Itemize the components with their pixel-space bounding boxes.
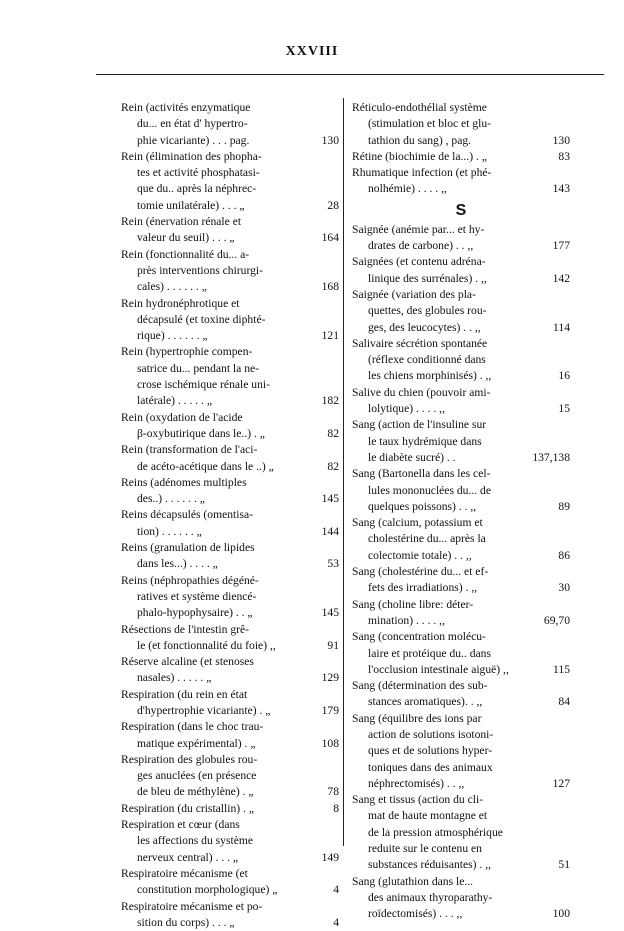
index-entry-text: Respiratoire mécanisme (et: [121, 866, 248, 880]
index-entry-text: Réticulo-endothélial système: [352, 101, 487, 114]
index-entry-text: Salivaire sécrétion spontanée: [352, 336, 488, 350]
index-entry-text: Respiratoire mécanisme et po-: [121, 899, 263, 913]
index-entry-line: [352, 450, 570, 466]
index-entry: [121, 100, 339, 149]
index-entry-text: phie vicariante) . . . pag.: [137, 133, 250, 147]
index-entry-text: que du.. après la néphrec-: [137, 182, 257, 196]
index-entry: [352, 564, 570, 597]
index-entry-text: nolhémie) . . . . ,,: [368, 182, 447, 196]
index-entry-line: [352, 743, 570, 759]
index-entry-line: [121, 247, 339, 263]
index-entry-text: Rétine (biochimie de la...) . „: [352, 149, 487, 163]
index-entry-text: Respiration des globules rou-: [121, 752, 258, 766]
index-entry-line: [352, 287, 570, 303]
index-entry-page: 177: [549, 238, 570, 254]
index-entry-page: 28: [323, 198, 339, 214]
index-entry-text: les chiens morphinisés) . ,,: [368, 369, 492, 383]
index-entry: [121, 687, 339, 720]
index-entry-line: [352, 271, 570, 287]
index-entry-line: [121, 605, 339, 621]
index-entry-text: Sang (calcium, potassium et: [352, 516, 483, 530]
index-entry: [352, 385, 570, 418]
index-entry: [352, 149, 570, 165]
index-entry-page: 144: [318, 524, 339, 540]
index-entry-line: [121, 524, 339, 540]
index-entry-text: β-oxybutirique dans le..) . „: [137, 426, 265, 440]
index-entry-line: [352, 401, 570, 417]
index-entry: [352, 711, 570, 792]
index-entry-line: [352, 385, 570, 401]
index-entry-text: Réserve alcaline (et stenoses: [121, 655, 254, 669]
index-entry: [121, 866, 339, 899]
index-entry-text: Reins (granulation de lipides: [121, 541, 255, 555]
index-entry-page: 86: [554, 548, 570, 564]
index-entry-line: [121, 736, 339, 752]
index-entry-line: [121, 573, 339, 589]
index-entry-line: [121, 410, 339, 426]
index-entry-text: Reins (néphropathies dégéné-: [121, 573, 259, 587]
index-entry-text: ratives et système diencé-: [137, 589, 257, 603]
index-entry-page: 145: [318, 491, 339, 507]
index-entry-line: [121, 328, 339, 344]
index-entry-text: (réflexe conditionné dans: [368, 353, 486, 367]
index-entry-line: [352, 792, 570, 808]
index-entry-page: 89: [554, 499, 570, 515]
index-entry-line: [121, 752, 339, 768]
index-entry-text: Saignée (variation des pla-: [352, 287, 476, 301]
index-entry-page: 82: [323, 426, 339, 442]
index-entry: [121, 654, 339, 687]
index-entry-text: ges anuclées (en présence: [137, 769, 257, 783]
index-entry-page: 84: [554, 694, 570, 710]
index-entry-page: 129: [318, 670, 339, 686]
index-entry-text: des..) . . . . . . „: [137, 492, 205, 506]
index-entry-page: 164: [318, 230, 339, 246]
index-entry-line: [352, 165, 570, 181]
index-entry-text: près interventions chirurgi-: [137, 263, 263, 277]
index-entry-line: [121, 312, 339, 328]
index-entry-page: 100: [549, 906, 570, 922]
index-entry: [352, 254, 570, 287]
index-entry-text: Reins (adénomes multiples: [121, 475, 247, 489]
index-entry-line: [352, 116, 570, 132]
index-entry-text: lules mononuclées du... de: [368, 483, 491, 497]
page-header: XXVIII: [285, 44, 339, 59]
index-entry-line: [121, 850, 339, 866]
index-entry-text: d'hypertrophie vicariante) . „: [137, 703, 271, 717]
index-entry: [352, 165, 570, 198]
index-entry-text: colectomie totale) . . ,,: [368, 548, 472, 562]
index-entry-text: satrice du... pendant la ne-: [137, 361, 260, 375]
index-entry-line: [352, 629, 570, 645]
index-entry-line: [352, 531, 570, 547]
index-entry-line: [121, 719, 339, 735]
index-entry-text: quettes, des globules rou-: [368, 304, 487, 318]
index-entry-text: décapsulé (et toxine diphté-: [137, 312, 266, 326]
index-entry-text: nerveux central) . . . „: [137, 850, 239, 864]
index-entry-line: [352, 808, 570, 824]
index-entry-page: 82: [323, 459, 339, 475]
index-entry-page: 51: [554, 857, 570, 873]
index-entry-line: [121, 377, 339, 393]
index-entry-line: [352, 678, 570, 694]
index-entry: [121, 149, 339, 214]
index-entry-line: [121, 133, 339, 149]
index-entry-text: Rein (transformation de l'aci-: [121, 443, 258, 457]
index-entry-line: [352, 181, 570, 197]
index-entry-line: [352, 499, 570, 515]
index-section-s: [352, 222, 570, 923]
index-entry-text: Sang (Bartonella dans les cel-: [352, 467, 491, 481]
index-entry: [121, 622, 339, 655]
index-entry-text: Rein hydronéphrotique et: [121, 296, 240, 310]
index-entry-text: action de solutions isotoni-: [368, 727, 494, 741]
index-entry-line: [352, 100, 570, 116]
index-entry-text: constitution morphologique) „: [137, 883, 278, 897]
index-entry-text: Rein (oxydation de l'acide: [121, 410, 243, 424]
index-entry-text: Respiration (du rein en état: [121, 687, 248, 701]
index-entry-text: tathion du sang) , pag.: [368, 133, 472, 147]
index-entry-text: crose ischémique rénale uni-: [137, 378, 270, 392]
index-entry-page: 115: [549, 662, 570, 678]
index-entry-text: Saignées (et contenu adréna-: [352, 255, 486, 269]
index-entry-text: néphrectomisés) . . ,,: [368, 776, 465, 790]
index-entry-line: [352, 597, 570, 613]
index-entry-text: Sang (choline libre: déter-: [352, 597, 474, 611]
index-entry-text: fets des irradiations) . ,,: [368, 581, 478, 595]
index-entry-page: 8: [329, 801, 339, 817]
index-entry-line: [121, 149, 339, 165]
index-entry-text: du... en état d' hypertro-: [137, 117, 248, 131]
index-entry-text: Rein (activités enzymatique: [121, 101, 251, 114]
section-letter-s: S: [455, 201, 467, 219]
index-entry-text: le (et fonctionnalité du foie) ,,: [137, 638, 276, 652]
index-entry: [121, 801, 339, 817]
index-entry-line: [352, 580, 570, 596]
index-entry-line: [352, 662, 570, 678]
index-entry-line: [121, 475, 339, 491]
index-entry-text: Sang (cholestérine du... et ef-: [352, 565, 489, 579]
index-entry-line: [121, 491, 339, 507]
index-entry-text: Sang (concentration molécu-: [352, 630, 486, 644]
index-entry: [352, 336, 570, 385]
index-entry-text: Salive du chien (pouvoir ami-: [352, 385, 491, 399]
index-entry-text: Respiration (dans le choc trau-: [121, 720, 264, 734]
index-entry-text: Rhumatique infection (et phé-: [352, 166, 492, 180]
index-entry-text: latérale) . . . . . „: [137, 394, 212, 408]
index-entry-line: [121, 687, 339, 703]
index-entry-text: ges, des leucocytes) . . ,,: [368, 320, 481, 334]
index-entry-line: [121, 622, 339, 638]
index-entry-page: 130: [549, 133, 570, 149]
index-entry-page: 145: [318, 605, 339, 621]
index-entry-line: [121, 768, 339, 784]
index-entry-text: Respiration (du cristallin) . „: [121, 801, 254, 815]
index-entry-text: sition du corps) . . . „: [137, 915, 235, 929]
index-entry-line: [352, 466, 570, 482]
index-entry-page: 179: [318, 703, 339, 719]
index-entry-page: 149: [318, 850, 339, 866]
index-entry-page: 78: [323, 784, 339, 800]
index-entry-text: ques et de solutions hyper-: [368, 744, 493, 758]
index-entry-page: 142: [549, 271, 570, 287]
index-entry-text: Rein (élimination des phopha-: [121, 149, 262, 163]
index-entry-page: 130: [318, 133, 339, 149]
index-entry-line: [352, 906, 570, 922]
index-column-left: [121, 100, 339, 931]
index-entry-line: [121, 589, 339, 605]
index-entry-text: roïdectomisés) . . . ,,: [368, 907, 463, 921]
index-entry-text: Sang (équilibre des ions par: [352, 711, 482, 725]
index-entry-text: le taux hydrémique dans: [368, 434, 482, 448]
index-entry-line: [352, 548, 570, 564]
index-entry-line: [352, 303, 570, 319]
index-entry: [121, 817, 339, 866]
index-entry: [352, 100, 570, 149]
index-entry: [121, 540, 339, 573]
index-entry-text: (stimulation et bloc et glu-: [368, 117, 491, 131]
index-entry-line: [121, 100, 339, 116]
index-entry-line: [121, 442, 339, 458]
index-entry: [121, 752, 339, 801]
index-entry-line: [352, 320, 570, 336]
index-entry-text: dans les...) . . . . „: [137, 557, 218, 571]
index-entry-page: 168: [318, 279, 339, 295]
index-entry-line: [352, 222, 570, 238]
index-entry-page: 108: [318, 736, 339, 752]
index-entry: [121, 214, 339, 247]
index-entry-text: toniques dans des animaux: [368, 760, 493, 774]
index-entry: [352, 792, 570, 873]
index-entry-text: substances réduisantes) . ,,: [368, 858, 491, 872]
index-entry-page: 16: [554, 368, 570, 384]
index-entry-text: mat de haute montagne et: [368, 809, 488, 823]
index-entry-text: Rein (fonctionnalité du... a-: [121, 247, 250, 261]
index-entry-text: reduite sur le contenu en: [368, 842, 482, 856]
index-entry-line: [121, 540, 339, 556]
index-entry-text: nasales) . . . . . „: [137, 671, 212, 685]
index-entry-text: de acéto-acétique dans le ..) „: [137, 459, 274, 473]
index-entry-line: [352, 564, 570, 580]
index-entry-line: [352, 417, 570, 433]
index-entry-line: [352, 711, 570, 727]
index-entry: [352, 515, 570, 564]
index-entry-page: 4: [329, 882, 339, 898]
index-entry: [352, 417, 570, 466]
index-entry: [121, 247, 339, 296]
index-entry-line: [352, 857, 570, 873]
index-entry-line: [121, 817, 339, 833]
index-entry: [121, 507, 339, 540]
index-entry: [352, 597, 570, 630]
index-entry-text: lolytique) . . . . ,,: [368, 402, 445, 416]
index-entry-line: [121, 703, 339, 719]
index-entry-line: [121, 181, 339, 197]
index-entry-line: [121, 361, 339, 377]
index-entry-text: Sang (glutathion dans le...: [352, 874, 474, 888]
index-entry-text: Rein (hypertrophie compen-: [121, 345, 253, 359]
index-entry-page: 127: [549, 776, 570, 792]
index-entry-line: [121, 344, 339, 360]
index-entry-text: Rein (énervation rénale et: [121, 215, 242, 229]
index-entry-text: phalo-hypophysaire) . . „: [137, 606, 253, 620]
index-entry-text: laire et protéique du.. dans: [368, 646, 491, 660]
index-entry-line: [121, 116, 339, 132]
index-entry-page: 83: [554, 149, 570, 165]
index-entry-line: [121, 654, 339, 670]
index-entry-line: [121, 279, 339, 295]
index-entry: [352, 222, 570, 255]
index-entry-line: [352, 149, 570, 165]
index-entry-line: [352, 760, 570, 776]
index-entry-text: Sang (détermination des sub-: [352, 679, 488, 693]
index-entry-page: 69,70: [540, 613, 570, 629]
index-entry: [121, 296, 339, 345]
index-entry-text: Saignée (anémie par... et hy-: [352, 222, 485, 236]
index-entry-line: [121, 296, 339, 312]
index-entry-text: le diabète sucré) . .: [368, 450, 456, 464]
index-entry-text: rique) . . . . . . „: [137, 329, 208, 343]
index-entry: [121, 475, 339, 508]
index-entry-line: [352, 613, 570, 629]
index-entry: [121, 410, 339, 443]
index-entry-text: linique des surrénales) . ,,: [368, 271, 487, 285]
index-entry-line: [352, 874, 570, 890]
index-entry-line: [121, 801, 339, 817]
index-entry: [121, 719, 339, 752]
index-entry-line: [352, 776, 570, 792]
index-entry-line: [121, 198, 339, 214]
index-entry-line: [121, 670, 339, 686]
index-entry: [121, 899, 339, 931]
index-entry-line: [121, 393, 339, 409]
index-entry-text: Respiration et cœur (dans: [121, 818, 240, 832]
index-entry-text: les affections du système: [137, 834, 254, 848]
index-entry-page: 143: [549, 181, 570, 197]
index-entry: [352, 287, 570, 336]
index-entry-text: de bleu de méthylène) . „: [137, 785, 254, 799]
index-entry-line: [352, 238, 570, 254]
index-entry-line: [352, 825, 570, 841]
index-entry-text: des animaux thyroparathy-: [368, 890, 493, 904]
index-entry-text: cholestérine du... après la: [368, 532, 486, 546]
index-entry-page: 15: [554, 401, 570, 417]
index-entry-line: [352, 646, 570, 662]
index-entry-line: [121, 899, 339, 915]
index-entry-page: 114: [549, 320, 570, 336]
index-entry-line: [352, 727, 570, 743]
index-section-r: [352, 100, 570, 198]
index-entry-text: cales) . . . . . . „: [137, 280, 207, 294]
index-entry-text: l'occlusion intestinale aiguë) ,,: [368, 662, 509, 676]
index-entry-line: [121, 882, 339, 898]
index-column-right: [352, 100, 570, 923]
index-entry-text: Sang (action de l'insuline sur: [352, 418, 487, 432]
index-entry-line: [352, 133, 570, 149]
index-entry-line: [352, 483, 570, 499]
index-entry-text: tion) . . . . . . „: [137, 524, 202, 538]
index-entry-line: [352, 352, 570, 368]
index-entry: [352, 466, 570, 515]
index-entry-text: Sang et tissus (action du cli-: [352, 793, 484, 807]
index-entry-line: [121, 915, 339, 931]
column-divider: [343, 98, 344, 846]
index-entry-text: tes et activité phosphatasi-: [137, 166, 260, 180]
index-entry-page: 182: [318, 393, 339, 409]
index-entry-line: [121, 165, 339, 181]
index-entry-line: [121, 426, 339, 442]
index-entry-line: [121, 507, 339, 523]
index-entry-line: [121, 866, 339, 882]
index-entry-line: [352, 515, 570, 531]
index-entry: [121, 442, 339, 475]
index-entry: [352, 629, 570, 678]
index-entry-line: [121, 263, 339, 279]
index-entry-page: 91: [323, 638, 339, 654]
index-entry-line: [352, 694, 570, 710]
index-entry-line: [121, 214, 339, 230]
index-entry: [352, 678, 570, 711]
index-entry: [352, 874, 570, 923]
index-entry-line: [352, 336, 570, 352]
index-entry: [121, 344, 339, 409]
index-entry-line: [121, 459, 339, 475]
index-entry: [121, 573, 339, 622]
index-entry-line: [121, 638, 339, 654]
index-entry-page: 121: [318, 328, 339, 344]
header-rule: [96, 74, 604, 75]
index-entry-text: matique expérimental) . „: [137, 736, 256, 750]
index-entry-text: mination) . . . . ,,: [368, 613, 445, 627]
index-entry-line: [352, 254, 570, 270]
index-entry-line: [121, 784, 339, 800]
index-entry-page: 53: [323, 556, 339, 572]
index-entry-line: [352, 434, 570, 450]
index-entry-line: [352, 368, 570, 384]
index-entry-line: [352, 841, 570, 857]
index-entry-text: Reins décapsulés (omentisa-: [121, 508, 254, 522]
index-entry-line: [121, 833, 339, 849]
index-entry-text: quelques poissons) . . ,,: [368, 499, 477, 513]
index-entry-text: drates de carbone) . . ,,: [368, 239, 474, 253]
index-entry-page: 137,138: [528, 450, 570, 466]
index-entry-text: valeur du seuil) . . . „: [137, 231, 235, 245]
index-entry-text: Résections de l'intestin grê-: [121, 622, 249, 636]
index-entry-page: 30: [554, 580, 570, 596]
index-entry-line: [352, 890, 570, 906]
index-entry-text: stances aromatiques). . ,,: [368, 695, 483, 709]
index-entry-page: 4: [329, 915, 339, 931]
index-entry-line: [121, 230, 339, 246]
index-entry-text: de la pression atmosphérique: [368, 825, 503, 839]
index-entry-line: [121, 556, 339, 572]
index-entry-text: tomie unilatérale) . . . „: [137, 198, 245, 212]
